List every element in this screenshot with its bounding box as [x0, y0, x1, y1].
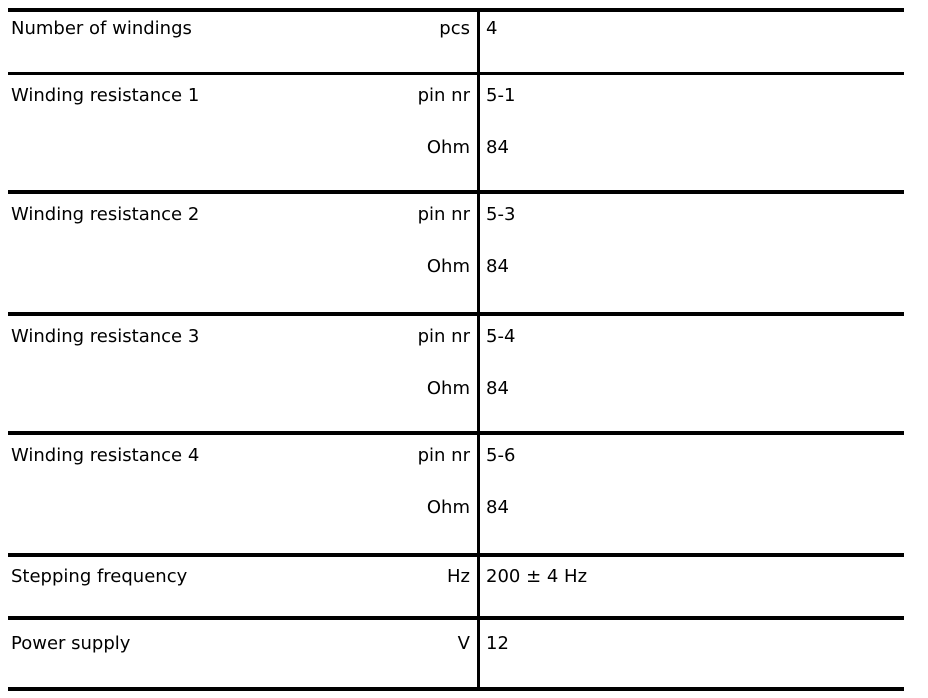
spec-label: Winding resistance 1 [11, 85, 200, 106]
spec-label: Power supply [11, 633, 131, 654]
spec-label: Winding resistance 2 [11, 204, 200, 225]
spec-unit: V [457, 633, 470, 654]
spec-unit: Ohm [426, 137, 470, 158]
spec-label: Number of windings [11, 18, 192, 39]
spec-unit: pin nr [417, 326, 470, 347]
table-row [8, 194, 904, 316]
table-row [8, 557, 904, 620]
spec-line [8, 137, 904, 158]
spec-value: 4 [486, 18, 498, 39]
spec-unit: Hz [447, 566, 470, 587]
spec-value: 5-4 [486, 326, 516, 347]
spec-line [8, 497, 904, 518]
spec-unit: pin nr [417, 85, 470, 106]
spec-label: Winding resistance 3 [11, 326, 200, 347]
spec-value: 84 [486, 137, 509, 158]
spec-line [8, 18, 904, 39]
spec-value: 84 [486, 378, 509, 399]
spec-line [8, 445, 904, 466]
spec-value: 200 ± 4 Hz [486, 566, 588, 587]
table-row [8, 435, 904, 557]
spec-value: 12 [486, 633, 509, 654]
spec-line [8, 326, 904, 347]
table-row [8, 620, 904, 691]
table-row [8, 75, 904, 194]
spec-table [8, 8, 904, 691]
spec-value: 84 [486, 497, 509, 518]
spec-line [8, 633, 904, 654]
spec-value: 84 [486, 256, 509, 277]
spec-unit: pin nr [417, 204, 470, 225]
spec-line [8, 85, 904, 106]
spec-unit: pin nr [417, 445, 470, 466]
table-row [8, 316, 904, 435]
spec-unit: Ohm [426, 497, 470, 518]
spec-unit: Ohm [426, 378, 470, 399]
spec-unit: Ohm [426, 256, 470, 277]
spec-value: 5-1 [486, 85, 516, 106]
spec-value: 5-6 [486, 445, 516, 466]
table-row [8, 12, 904, 75]
spec-label: Stepping frequency [11, 566, 188, 587]
spec-line [8, 566, 904, 587]
spec-unit: pcs [439, 18, 470, 39]
spec-line [8, 256, 904, 277]
spec-value: 5-3 [486, 204, 516, 225]
spec-line [8, 378, 904, 399]
spec-label: Winding resistance 4 [11, 445, 200, 466]
spec-line [8, 204, 904, 225]
